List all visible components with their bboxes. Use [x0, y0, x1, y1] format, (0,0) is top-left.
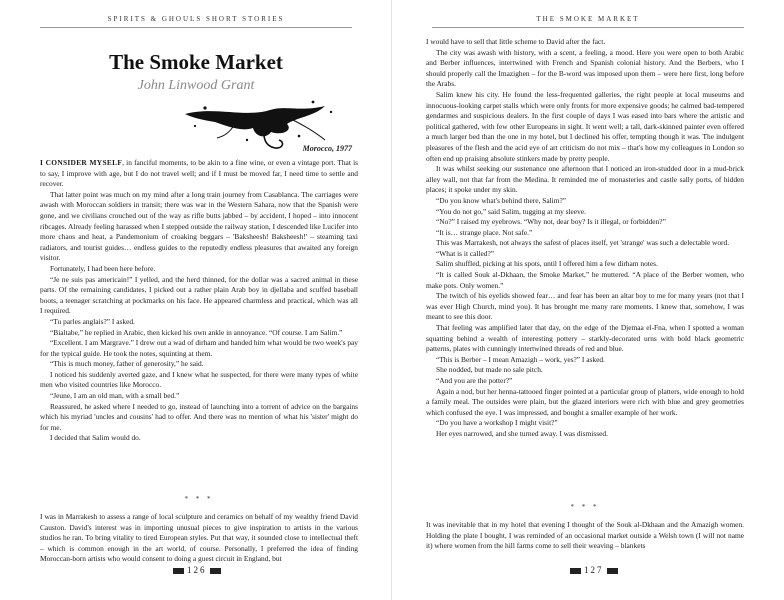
folio-ornament-icon [570, 568, 581, 574]
paragraph: Her eyes narrowed, and she turned away. I was dismissed. [436, 428, 608, 438]
paragraph: “Do you know what's behind there, Salim?” [436, 195, 567, 205]
paragraph: “Tu parles anglais?” I asked. [50, 316, 135, 326]
paragraph: “This is Berber – I mean Amazigh – work, yes?” I asked. [436, 354, 605, 364]
running-head-rule-left [40, 27, 352, 28]
paragraph: Salim shuffled, picking at his spots, until I offered him a few dirham notes. [436, 259, 658, 269]
scene-break-left: * * * [184, 495, 214, 503]
right-after-break-text [426, 520, 744, 552]
right-page [392, 0, 784, 600]
folio-ornament-icon [210, 568, 221, 574]
paragraph: Fortunately, I had been here before. [50, 263, 156, 273]
page-number-right [567, 565, 621, 575]
opening-text: , in fanciful moments, to be akin to a fine wine, or even a vintage port. That is to say, I improve with age, but I do not travel well; and if I must be moved far, I need time to settle and recover. [40, 158, 358, 189]
paragraph: I was in Marrakesh to assess a range of local sculpture and ceramics on behalf of my wealthy friend David Causton. David's interest was in importing unusual pieces to give inspiration to artists in the various studios he ran. To bring vitality to tired European styles. Put that way, it sounded close to intellectual theft – which is common enough in the art world, of course. Personally, I preferred the idea of finding Moroccan-born artists who would consent to doing a guest circuit in England, but [40, 512, 358, 564]
paragraph: “It is called Souk al-Dkhaan, the Smoke Market,” he muttered. “A place of the Berber women, who make pots. Only women.” [426, 270, 744, 290]
left-after-break-text [40, 512, 358, 565]
scene-break-right: * * * [570, 503, 600, 511]
page-number-text: 127 [584, 565, 604, 575]
paragraph: It was whilst seeking our sustenance one afternoon that I noticed an iron-studded door in a mud-brick alley wall, not that far from the Medina. It reminded me of monasteries and castle sally ports, of hidden places; it spoke under my skin. [426, 164, 744, 195]
paragraph: I noticed his suddenly averted gaze, and I knew what he suspected, for there were many types of white men who visited countries like Morocco. [40, 369, 358, 390]
paragraph: “Do you have a workshop I might visit?” [436, 418, 558, 428]
paragraph: “Bialtabe,” he replied in Arabic, then kicked his own ankle in annoyance. “Of course. I am Salim.” [50, 327, 343, 337]
running-head-left: SPIRITS & GHOULS SHORT STORIES [107, 15, 285, 23]
paragraph: I decided that Salim would do. [50, 433, 141, 443]
page-number-left [170, 565, 224, 575]
paragraph: “And you are the potter?” [436, 376, 513, 385]
paragraph: The city was awash with history, with a scent, a feeling, a mood. Here you were open to both Arabic and Berber influences, intertwined with French and Spanish colonial history. And the Berbers, who I should properly call the Imazighen – for the B-word was imposed upon them – were here first, long before the Arabs. [426, 47, 744, 89]
running-head-rule-right [432, 27, 744, 28]
author-name: John Linwood Grant [137, 78, 255, 93]
paragraph: “Jeune, I am an old man, with a small bed.” [50, 391, 180, 401]
opening-small-caps: I CONSIDER MYSELF [40, 158, 123, 167]
folio-ornament-icon [607, 568, 618, 574]
story-title: The Smoke Market [109, 50, 283, 74]
paragraph: “You do not go,” said Salim, tugging at my sleeve. [436, 206, 586, 216]
paragraph: Reassured, he asked where I needed to go, instead of launching into a torrent of advice on the bargains which his myriad 'uncles and cousins' had to offer. And there was no mention of what his 'sister' might do for me. [40, 401, 358, 432]
paragraph: This was Marrakesh, not always the safest of places itself, yet 'strange' was such a delectable word. [436, 238, 730, 248]
paragraph: “What is it called?” [436, 248, 495, 258]
paragraph: Again a nod, but her henna-tattooed finger pointed at a particular group of platters, wide enough to hold a family meal. The outsides were plain, but the glazed interiors were rich with blue and grey geometries which confused the eye. I was impressed, and bought a smaller example of her work. [426, 386, 744, 417]
paragraph: It was inevitable that in my hotel that evening I thought of the Souk al-Dkhaan and the Amazigh women. Holding the plate I bought, I was reminded of an occasional market outside a Welsh town (I will not name it) where women from the hill farms come to sell their weaving – blankets [426, 520, 744, 551]
paragraph: “No?” I raised my eyebrows. “Why not, dear boy? Is it illegal, or forbidden?” [436, 217, 666, 227]
story-dateline: Morocco, 1977 [302, 144, 352, 153]
opening-paragraph [40, 158, 358, 190]
paragraph: The twitch of his eyelids showed fear… and fear has been an altar boy to me for many years (not that I was ever High Church, mind you). It has brought me many rare moments. I knew that, somehow, I was meant to see this door. [426, 291, 744, 322]
running-head-right: THE SMOKE MARKET [536, 15, 640, 23]
paragraph: That feeling was amplified later that day, on the edge of the Djemaa el-Fna, when I spotted a woman squatting behind a wealth of interesting pottery – starkly-decorated urns with bold black geometric patterns, plates with cunningly intertwined threads of red and blue. [426, 323, 744, 354]
folio-ornament-icon [173, 568, 184, 574]
page-number-text: 126 [187, 565, 207, 575]
paragraph: She nodded, but made no sale pitch. [436, 365, 543, 375]
right-body-text [426, 37, 744, 440]
paragraph: Salim knew his city. He found the less-frequented galleries, the right people at local museums and innocuous-looking carpet stalls which were only fronts for more expensive goods; he calmed bad-tempered gendarmes and suspicious dealers. In the first couple of days I was eased into bars where the artistic and political gathered, with few other Europeans in sight. It went well; a tall, dark-skinned painter even offered a much larger bed than the one in my hotel, but I declined his offer, tempting though it was. The indulgent pleasures of the flesh and the acid eye of art criticism do not mix – that's how my colleagues in London so often end up praising absolute stinkers made by pretty people. [426, 89, 744, 163]
paragraph: “Je ne suis pas americain!” I yelled, and the herd thinned, for the dollar was a sacred animal in these parts. Of the remaining candidates, I picked out a rather plain Arab boy in djellaba and scuffed baseball boots, a teenager scratching at pockmarks on his face. He appeared charmless and practical, which was all I required. [40, 274, 358, 316]
left-body-text [40, 158, 358, 444]
paragraph: I would have to sell that little scheme to David after the fact. [426, 37, 606, 46]
paragraph: “Excellent. I am Margrave.” I drew out a wad of dirham and handed him what would be two week's pay for the typical guide. He took the notes, squinting at them. [40, 338, 358, 358]
paragraph: “It is… strange place. Not safe.” [436, 227, 533, 237]
paragraph: That latter point was much on my mind after a long train journey from Casablanca. The carriages were awash with Moroccan soldiers in transit; there was war in the Western Sahara, now that the Spanish were gone, and we civilians crouched out of the way as rifle butts jabbed – by accident, I hoped – into innocent ribcages. Already feeling harassed when I stepped outside the railway station, I descended like Lucifer into more chaos and heat, a Pandemonium of croaking beggars – 'Baksheesh! Baksheesh!' – steaming taxi radiators, and tourist guides… endless guides to the reputedly endless pleasures that awaited any foreign visitor. [40, 189, 358, 263]
paragraph: “This is much money, father of generosity,” he said. [50, 359, 204, 369]
